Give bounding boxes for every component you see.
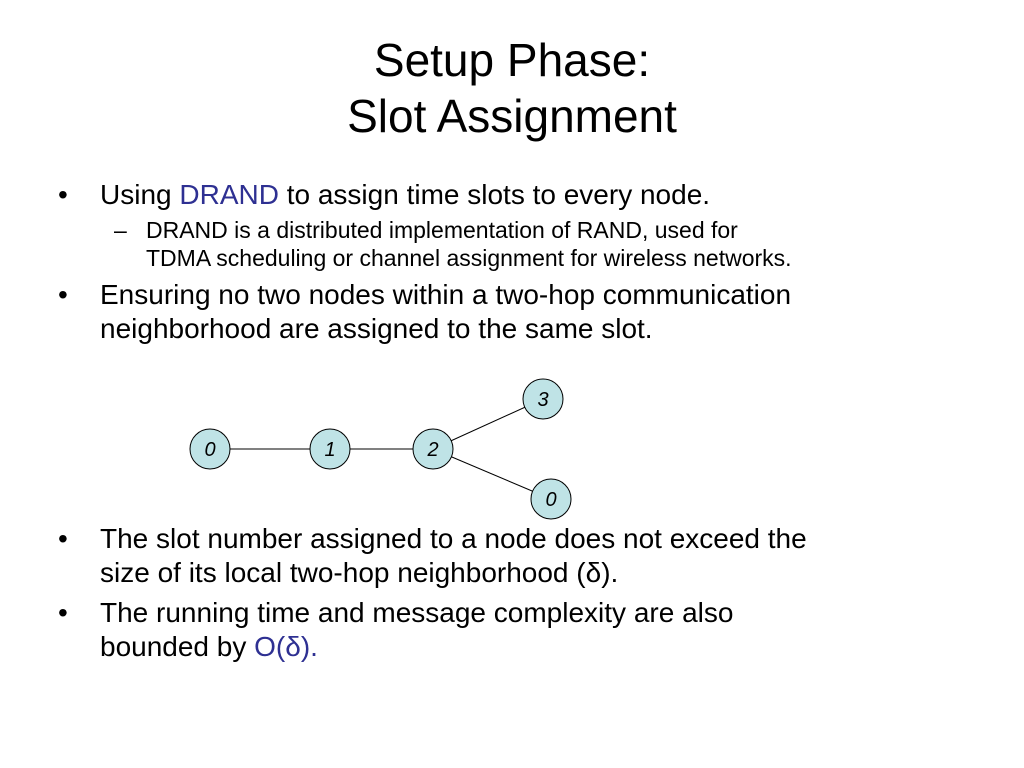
bullet-symbol: • (58, 279, 68, 310)
bullet-list-lower (58, 522, 988, 664)
bullet-symbol: • (58, 597, 68, 628)
node-label: 3 (537, 389, 549, 411)
bullet-item-slot-number (58, 522, 988, 590)
slide-title-line-1: Setup Phase: (373, 34, 651, 86)
bullet-line-1: The running time and message complexity are also (100, 597, 734, 628)
dash-symbol: – (114, 217, 127, 243)
bullet-line-1: The slot number assigned to a node does not exceed the (100, 523, 807, 554)
bullet-text-pre: Using (100, 179, 180, 210)
bullet-item-running-time (58, 596, 988, 664)
bullet-symbol: • (58, 179, 68, 210)
bullet-text-post: to assign time slots to every node. (278, 179, 711, 210)
complexity-highlight: O(δ). (254, 631, 318, 662)
drand-highlight: DRAND (179, 179, 279, 210)
graph-node (310, 429, 350, 469)
bullet-line-2-pre: bounded by (100, 631, 255, 662)
node-label: 0 (545, 489, 557, 511)
graph-node (523, 379, 563, 419)
node-label: 2 (427, 439, 439, 461)
bullet-line-2 (100, 630, 988, 664)
sub-bullet-line-1: DRAND is a distributed implementation of RAND, used for (146, 217, 738, 243)
slide-title-line-2: Slot Assignment (347, 90, 677, 142)
sub-bullet-line-2: TDMA scheduling or channel assignment for wireless networks. (146, 245, 792, 271)
graph-node (190, 429, 230, 469)
node-label: 1 (324, 439, 336, 461)
bullet-line-2: neighborhood are assigned to the same slot. (100, 313, 653, 344)
graph-node (413, 429, 453, 469)
bullet-line-2: size of its local two-hop neighborhood (δ). (100, 557, 619, 588)
graph-node (531, 479, 571, 519)
node-label: 0 (204, 439, 216, 461)
bullet-symbol: • (58, 523, 68, 554)
graph-edges (210, 399, 551, 499)
bullet-line-1: Ensuring no two nodes within a two-hop communication (100, 279, 792, 310)
